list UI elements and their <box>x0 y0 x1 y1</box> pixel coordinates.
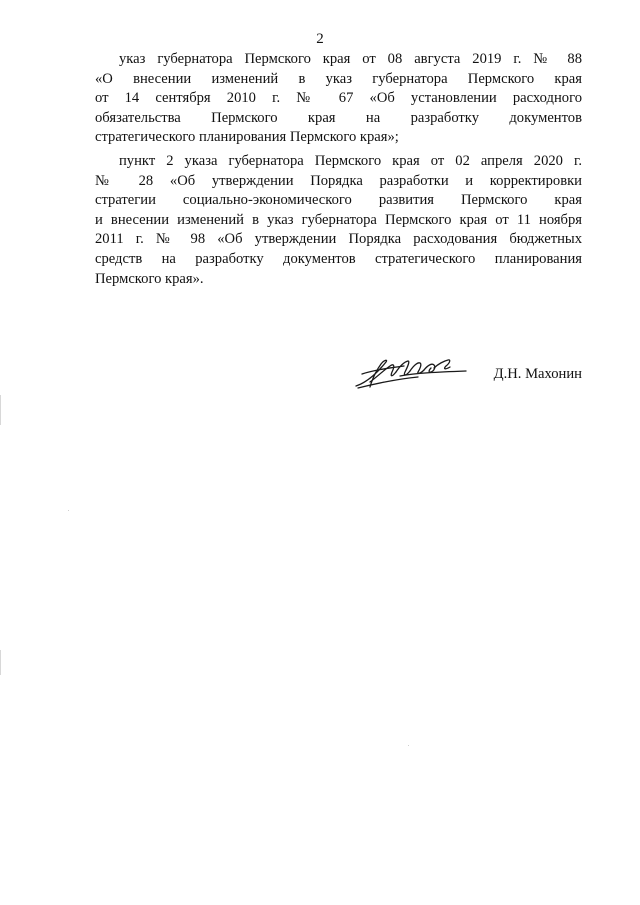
text-line: № 28 «Об утверждении Порядка разработки и корректировки <box>95 172 582 189</box>
scan-speck <box>68 510 69 511</box>
text-line: от 14 сентября 2010 г. № 67 «Об установлении расходного <box>95 90 582 107</box>
handwritten-signature <box>348 352 470 392</box>
text-line: 2011 г. № 98 «Об утверждении Порядка расходования бюджетных <box>95 231 582 248</box>
scan-edge-mark <box>0 395 1 425</box>
scan-edge-mark <box>0 650 1 675</box>
signature-block <box>340 352 585 397</box>
text-line: средств на разработку документов стратегического планирования <box>95 250 582 267</box>
text-line: указ губернатора Пермского края от 08 августа 2019 г. № 88 <box>119 51 582 67</box>
signer-name: Д.Н. Махонин <box>493 366 582 382</box>
text-line: стратегического планирования Пермского края»; <box>95 129 399 146</box>
text-line: Пермского края». <box>95 270 204 287</box>
text-line: пункт 2 указа губернатора Пермского края от 02 апреля 2020 г. <box>119 152 582 169</box>
page-number: 2 <box>316 31 324 47</box>
text-line: обязательства Пермского края на разработку документов <box>95 109 582 126</box>
paragraph-decree-2020 <box>95 152 582 289</box>
text-line: и внесении изменений в указ губернатора Пермского края от 11 ноября <box>95 211 582 228</box>
text-line: стратегии социально-экономического развития Пермского края <box>95 192 582 209</box>
paragraph-decree-2019 <box>95 50 582 148</box>
text-line: «О внесении изменений в указ губернатора Пермского края <box>95 70 582 87</box>
scan-speck <box>408 745 409 746</box>
document-body <box>95 50 582 293</box>
